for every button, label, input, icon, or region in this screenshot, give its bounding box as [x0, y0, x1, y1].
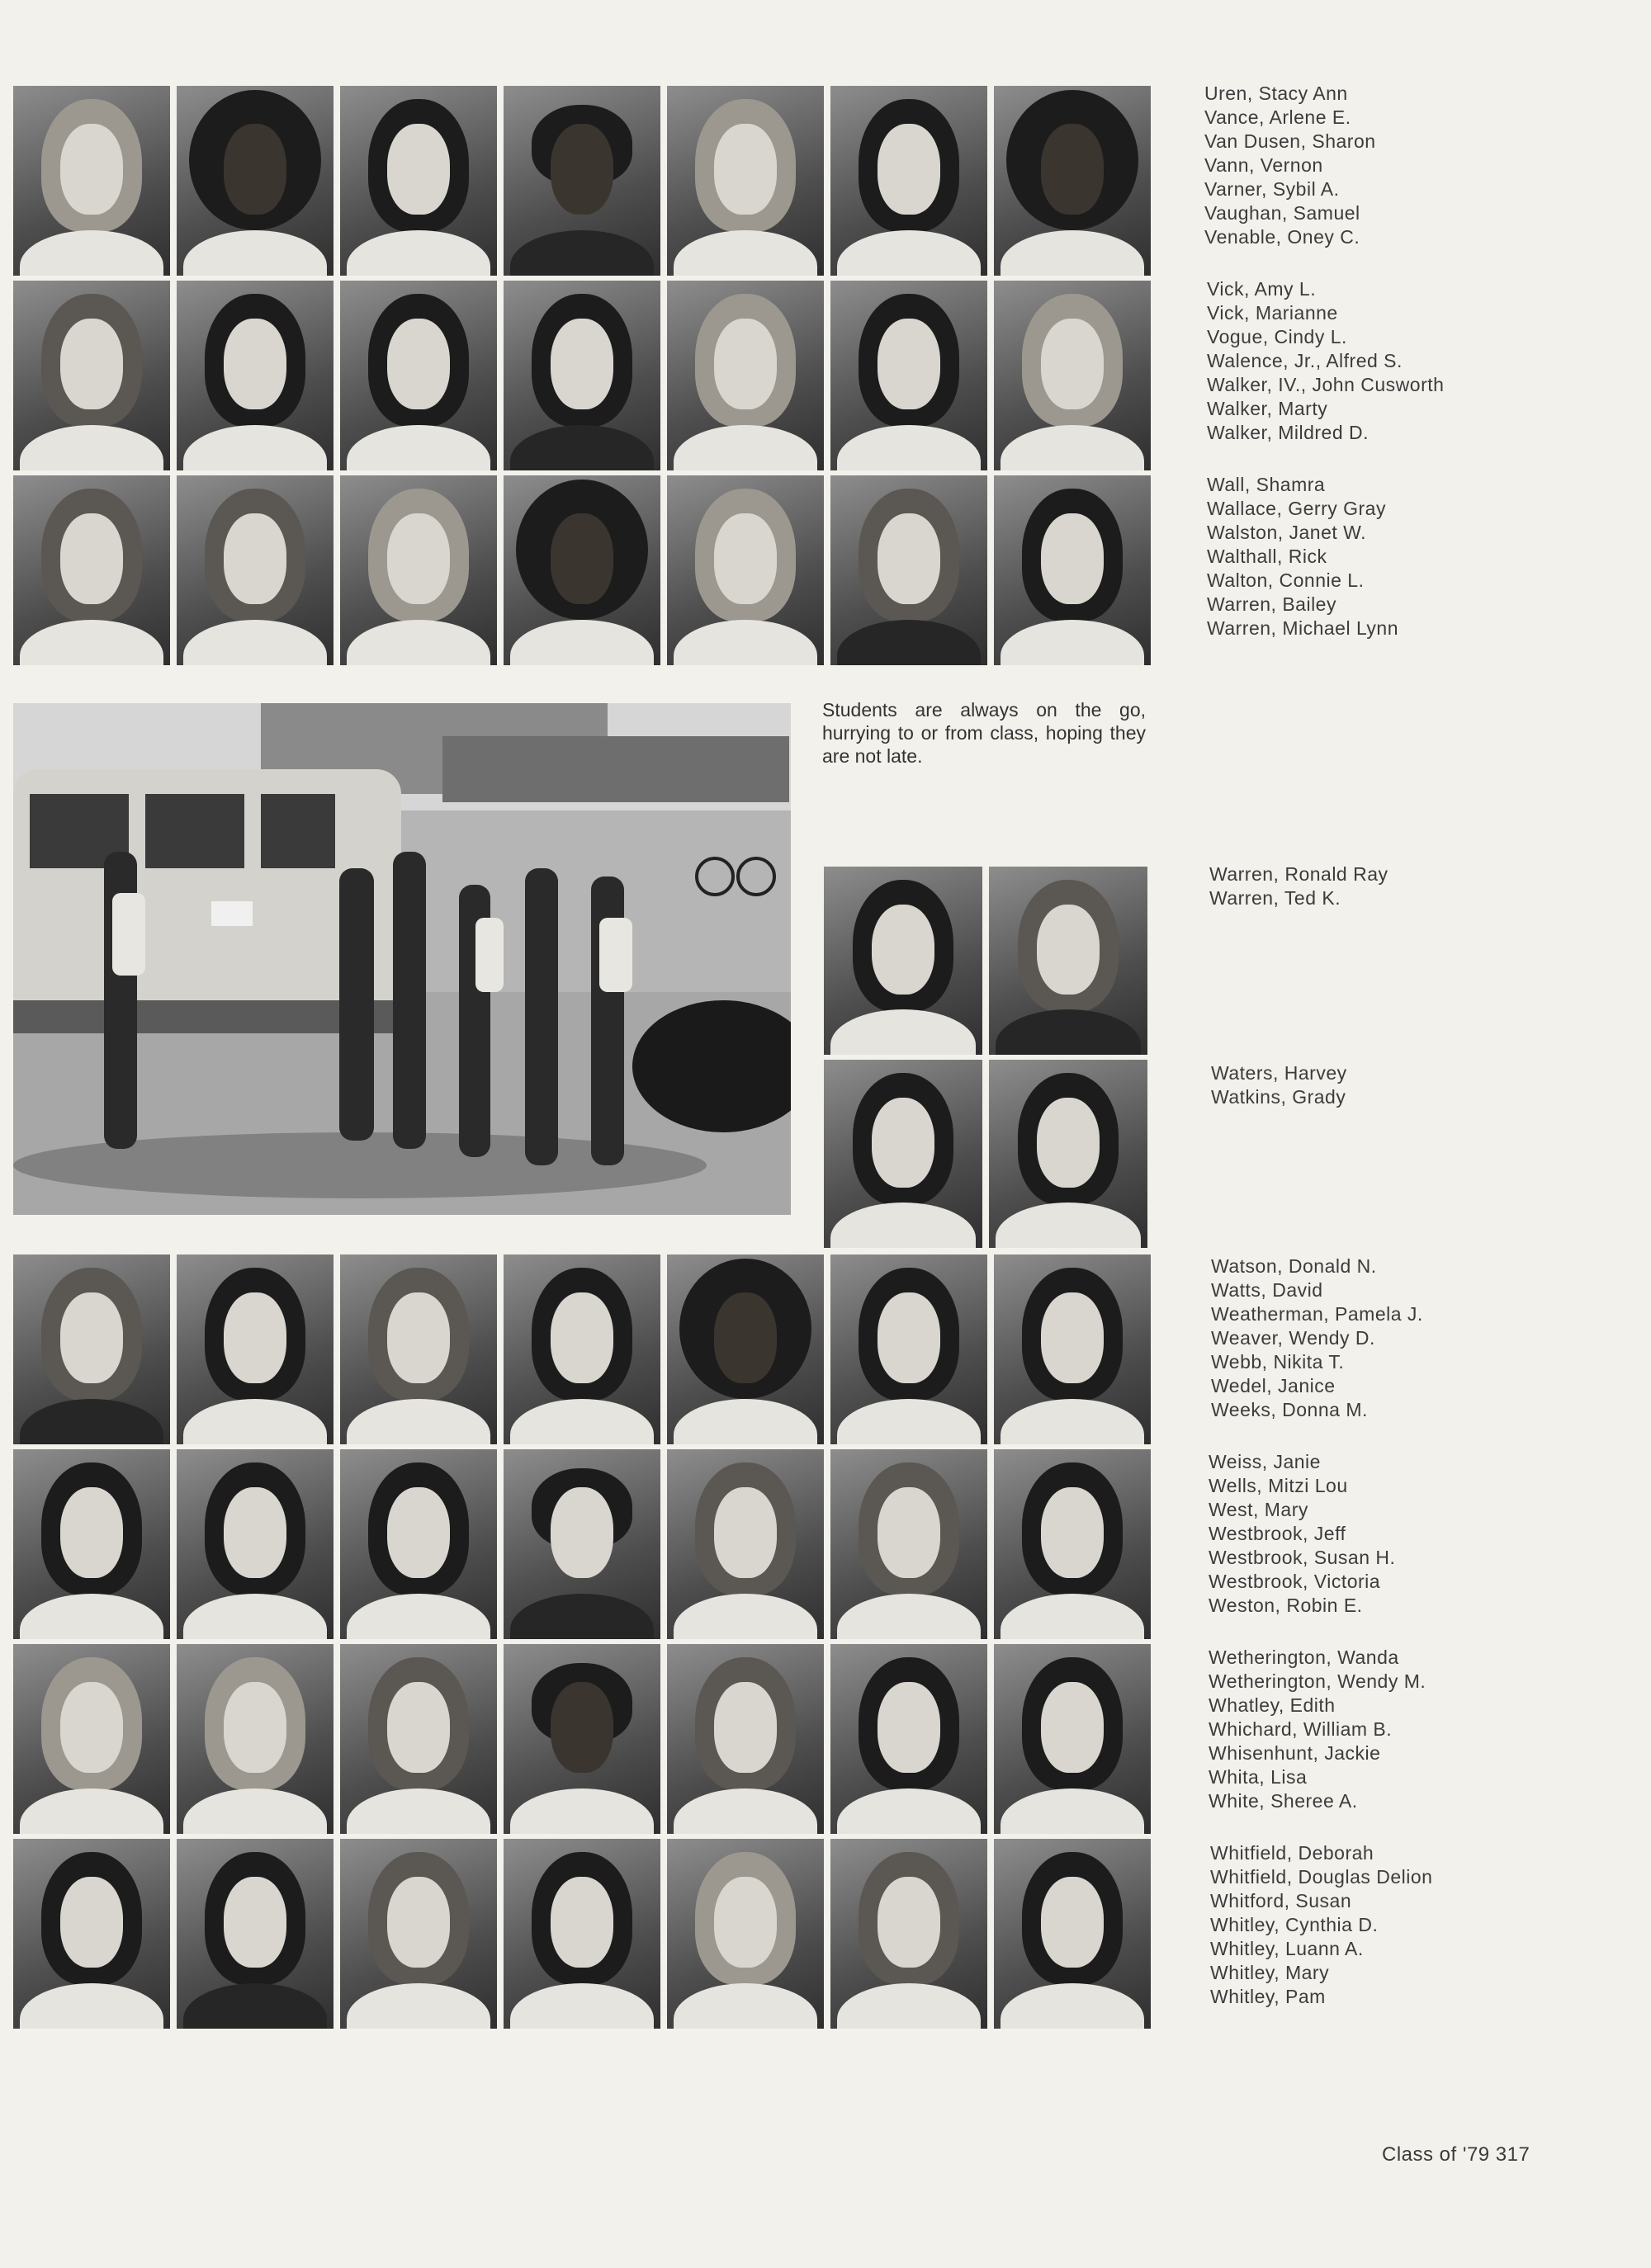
portrait — [667, 1644, 824, 1834]
student-name: Venable, Oney C. — [1204, 226, 1360, 248]
portrait — [667, 475, 824, 665]
students-walking-illustration — [13, 703, 791, 1215]
name-list — [1209, 862, 1523, 910]
student-name: Whitfield, Deborah — [1210, 1842, 1374, 1864]
photo-caption: Students are always on the go, hurrying to or from class, hoping they are not late. — [822, 699, 1146, 767]
portrait — [504, 1254, 660, 1444]
name-list — [1207, 473, 1521, 640]
portrait — [824, 1060, 982, 1248]
portrait — [667, 86, 824, 276]
student-name: Westbrook, Jeff — [1209, 1523, 1346, 1544]
student-name: Vick, Amy L. — [1207, 278, 1317, 300]
portrait — [830, 1254, 987, 1444]
portrait — [994, 475, 1151, 665]
portrait — [13, 1644, 170, 1834]
student-name: Whatley, Edith — [1209, 1694, 1336, 1716]
student-name: Wells, Mitzi Lou — [1209, 1475, 1348, 1496]
student-name: Vann, Vernon — [1204, 154, 1323, 176]
student-name: Whitley, Luann A. — [1210, 1938, 1364, 1959]
portrait — [504, 475, 660, 665]
student-name: Walker, Mildred D. — [1207, 422, 1370, 443]
student-name: Wall, Shamra — [1207, 474, 1326, 495]
portrait — [994, 1644, 1151, 1834]
student-name: Whitley, Cynthia D. — [1210, 1914, 1379, 1935]
portrait — [830, 86, 987, 276]
student-name: Whitley, Mary — [1210, 1962, 1330, 1983]
student-name: West, Mary — [1209, 1499, 1308, 1520]
student-name: Warren, Ronald Ray — [1209, 863, 1388, 885]
portrait — [667, 1254, 824, 1444]
portrait — [177, 281, 334, 470]
portrait — [13, 281, 170, 470]
portrait — [667, 281, 824, 470]
portrait — [340, 1839, 497, 2029]
student-name: Walker, IV., John Cusworth — [1207, 374, 1445, 395]
student-name: Webb, Nikita T. — [1211, 1351, 1345, 1373]
portrait — [994, 281, 1151, 470]
portrait — [667, 1839, 824, 2029]
student-name: Van Dusen, Sharon — [1204, 130, 1376, 152]
name-list — [1211, 1061, 1525, 1109]
student-name: Walence, Jr., Alfred S. — [1207, 350, 1403, 371]
portrait — [13, 475, 170, 665]
student-name: Whita, Lisa — [1209, 1766, 1308, 1788]
portrait — [504, 1449, 660, 1639]
portrait — [994, 1449, 1151, 1639]
name-list — [1207, 277, 1521, 445]
portrait — [504, 281, 660, 470]
portrait — [177, 475, 334, 665]
student-name: Whitford, Susan — [1210, 1890, 1352, 1911]
student-name: Waters, Harvey — [1211, 1062, 1347, 1084]
portrait — [177, 1644, 334, 1834]
student-name: Warren, Ted K. — [1209, 887, 1341, 909]
portrait — [340, 1254, 497, 1444]
portrait — [13, 1449, 170, 1639]
portrait-grid-bottom — [13, 1254, 1151, 2029]
name-list — [1209, 1450, 1522, 1618]
portrait — [989, 1060, 1147, 1248]
portrait — [830, 475, 987, 665]
portrait — [340, 86, 497, 276]
portrait — [504, 1839, 660, 2029]
student-name: Westbrook, Victoria — [1209, 1571, 1381, 1592]
student-name: Weston, Robin E. — [1209, 1595, 1363, 1616]
student-name: Weeks, Donna M. — [1211, 1399, 1368, 1420]
student-name: Watts, David — [1211, 1279, 1323, 1301]
name-list — [1209, 1646, 1522, 1813]
portrait — [994, 1254, 1151, 1444]
portrait — [994, 1839, 1151, 2029]
student-name: Uren, Stacy Ann — [1204, 83, 1348, 104]
student-name: Vick, Marianne — [1207, 302, 1338, 324]
name-list — [1210, 1841, 1524, 2009]
page-footer: Class of '79 317 — [1382, 2143, 1530, 2166]
student-name: Westbrook, Susan H. — [1209, 1547, 1396, 1568]
student-name: Walker, Marty — [1207, 398, 1328, 419]
student-name: Watson, Donald N. — [1211, 1255, 1377, 1277]
student-name: White, Sheree A. — [1209, 1790, 1358, 1812]
portrait — [177, 1839, 334, 2029]
student-name: Vaughan, Samuel — [1204, 202, 1360, 224]
student-name: Whichard, William B. — [1209, 1718, 1393, 1740]
portrait — [13, 86, 170, 276]
student-name: Weiss, Janie — [1209, 1451, 1321, 1472]
portrait — [830, 1449, 987, 1639]
name-list — [1211, 1254, 1525, 1422]
portrait — [340, 1644, 497, 1834]
portrait-grid-top — [13, 86, 1151, 665]
portrait — [340, 281, 497, 470]
student-name: Whitley, Pam — [1210, 1986, 1326, 2007]
student-name: Watkins, Grady — [1211, 1086, 1346, 1108]
portrait — [504, 1644, 660, 1834]
portrait — [340, 1449, 497, 1639]
student-name: Walthall, Rick — [1207, 546, 1327, 567]
portrait — [177, 86, 334, 276]
portrait — [504, 86, 660, 276]
student-name: Vance, Arlene E. — [1204, 106, 1351, 128]
portrait — [830, 281, 987, 470]
student-name: Varner, Sybil A. — [1204, 178, 1340, 200]
student-name: Whitfield, Douglas Delion — [1210, 1866, 1433, 1888]
student-name: Warren, Bailey — [1207, 593, 1336, 615]
student-name: Wetherington, Wendy M. — [1209, 1670, 1426, 1692]
portrait-grid-middle — [824, 867, 1147, 1248]
portrait — [989, 867, 1147, 1055]
portrait — [177, 1449, 334, 1639]
portrait — [13, 1254, 170, 1444]
portrait — [177, 1254, 334, 1444]
student-name: Weatherman, Pamela J. — [1211, 1303, 1423, 1325]
portrait — [994, 86, 1151, 276]
student-name: Whisenhunt, Jackie — [1209, 1742, 1381, 1764]
student-name: Wetherington, Wanda — [1209, 1647, 1399, 1668]
portrait — [830, 1644, 987, 1834]
portrait — [830, 1839, 987, 2029]
name-list — [1204, 82, 1518, 249]
student-name: Walton, Connie L. — [1207, 569, 1365, 591]
student-name: Wallace, Gerry Gray — [1207, 498, 1386, 519]
student-name: Walston, Janet W. — [1207, 522, 1366, 543]
portrait — [824, 867, 982, 1055]
portrait — [13, 1839, 170, 2029]
student-name: Warren, Michael Lynn — [1207, 617, 1398, 639]
student-name: Wedel, Janice — [1211, 1375, 1336, 1396]
campus-candid-photo — [13, 703, 791, 1215]
portrait — [340, 475, 497, 665]
student-name: Weaver, Wendy D. — [1211, 1327, 1375, 1349]
portrait — [667, 1449, 824, 1639]
student-name: Vogue, Cindy L. — [1207, 326, 1347, 347]
